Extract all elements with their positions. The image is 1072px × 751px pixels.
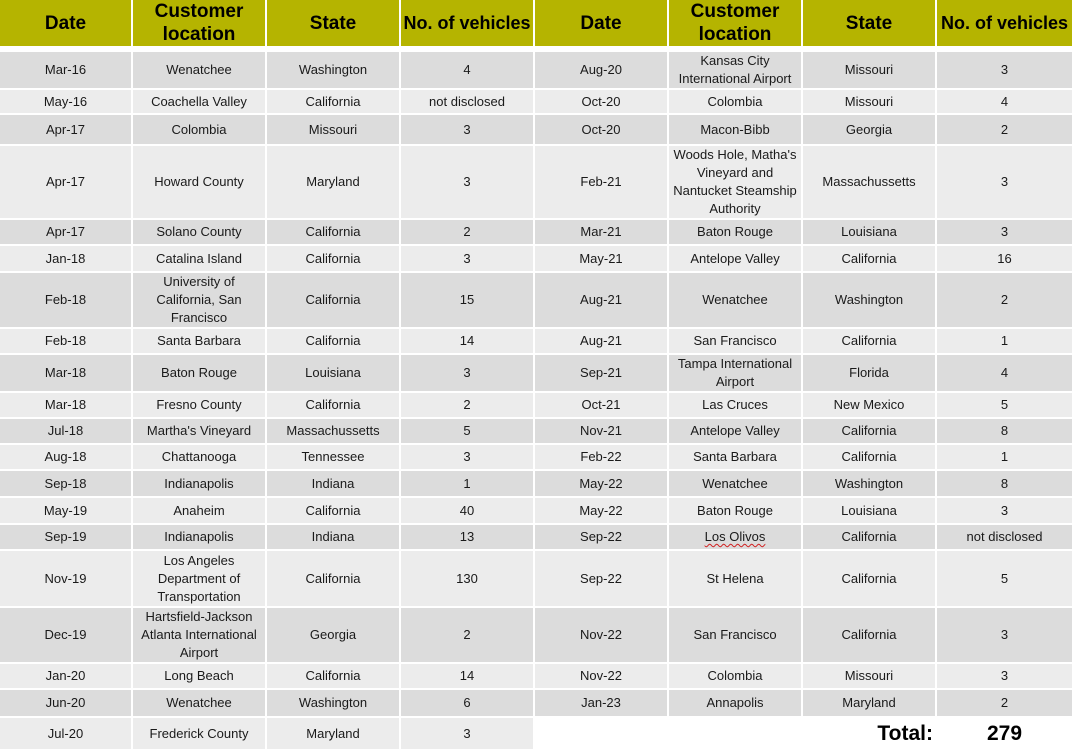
cell-date-right: May-21 — [534, 245, 668, 272]
cell-state-left: Washington — [266, 689, 400, 717]
header-vehicles-right: No. of vehicles — [936, 0, 1072, 48]
cell-vehicles-right: 4 — [936, 354, 1072, 392]
cell-date-left: May-16 — [0, 89, 132, 114]
cell-date-right: Nov-22 — [534, 607, 668, 663]
cell-date-left: Jul-18 — [0, 418, 132, 444]
table-row — [0, 607, 1072, 663]
cell-state-right: Georgia — [802, 114, 936, 145]
cell-location-right: Woods Hole, Matha's Vineyard and Nantucket Steamship Authority — [668, 145, 802, 219]
cell-date-left: Mar-16 — [0, 52, 132, 89]
cell-vehicles-right: 2 — [936, 272, 1072, 328]
cell-date-left: Feb-18 — [0, 272, 132, 328]
cell-date-left: Mar-18 — [0, 354, 132, 392]
table-row — [0, 717, 1072, 750]
table-row — [0, 52, 1072, 89]
cell-location-left: University of California, San Francisco — [132, 272, 266, 328]
cell-vehicles-left: 3 — [400, 145, 534, 219]
cell-vehicles-right: 2 — [936, 114, 1072, 145]
table-body — [0, 48, 1072, 751]
cell-location-left: Indianapolis — [132, 524, 266, 550]
cell-vehicles-left: 6 — [400, 689, 534, 717]
cell-vehicles-left: 2 — [400, 392, 534, 418]
cell-location-left: Chattanooga — [132, 444, 266, 470]
cell-date-right: Aug-20 — [534, 52, 668, 89]
cell-vehicles-left: 2 — [400, 607, 534, 663]
table-row — [0, 470, 1072, 497]
cell-date-right: May-22 — [534, 497, 668, 524]
cell-location-right: Colombia — [668, 89, 802, 114]
cell-date-right: Sep-21 — [534, 354, 668, 392]
cell-state-left: California — [266, 663, 400, 689]
table-row — [0, 689, 1072, 717]
cell-location-right: Colombia — [668, 663, 802, 689]
cell-date-right: Feb-22 — [534, 444, 668, 470]
cell-location-left: Baton Rouge — [132, 354, 266, 392]
cell-vehicles-left: 4 — [400, 52, 534, 89]
cell-state-right: Florida — [802, 354, 936, 392]
cell-location-right: Las Cruces — [668, 392, 802, 418]
cell-state-right: New Mexico — [802, 392, 936, 418]
cell-vehicles-left: 15 — [400, 272, 534, 328]
cell-date-right: Nov-21 — [534, 418, 668, 444]
cell-location-right: Baton Rouge — [668, 497, 802, 524]
cell-location-right: Wenatchee — [668, 272, 802, 328]
cell-location-right: Kansas City International Airport — [668, 52, 802, 89]
cell-state-right: Missouri — [802, 52, 936, 89]
cell-vehicles-right: 8 — [936, 418, 1072, 444]
cell-date-left: Apr-17 — [0, 114, 132, 145]
header-state-left: State — [266, 0, 400, 48]
table-row — [0, 89, 1072, 114]
cell-state-left: California — [266, 550, 400, 607]
cell-state-right: Maryland — [802, 689, 936, 717]
cell-vehicles-left: 3 — [400, 444, 534, 470]
header-row — [0, 0, 1072, 48]
header-date-right: Date — [534, 0, 668, 48]
cell-date-left: Apr-17 — [0, 145, 132, 219]
table-row — [0, 272, 1072, 328]
cell-location-left: Long Beach — [132, 663, 266, 689]
cell-date-left: Jun-20 — [0, 689, 132, 717]
cell-location-left: Wenatchee — [132, 52, 266, 89]
cell-state-right: Louisiana — [802, 219, 936, 245]
cell-state-left: Missouri — [266, 114, 400, 145]
header-location-right: Customer location — [668, 0, 802, 48]
cell-state-left: Indiana — [266, 524, 400, 550]
cell-vehicles-left: 3 — [400, 717, 534, 750]
cell-location-left: Coachella Valley — [132, 89, 266, 114]
cell-state-left: Louisiana — [266, 354, 400, 392]
cell-location-right: Macon-Bibb — [668, 114, 802, 145]
cell-date-left: Sep-18 — [0, 470, 132, 497]
cell-vehicles-right: 3 — [936, 145, 1072, 219]
cell-vehicles-left: 2 — [400, 219, 534, 245]
header-state-right: State — [802, 0, 936, 48]
cell-location-right: Santa Barbara — [668, 444, 802, 470]
cell-date-right: Jan-23 — [534, 689, 668, 717]
cell-state-left: Massachussetts — [266, 418, 400, 444]
cell-state-right: Louisiana — [802, 497, 936, 524]
cell-date-right: Nov-22 — [534, 663, 668, 689]
cell-state-left: California — [266, 497, 400, 524]
table-row — [0, 550, 1072, 607]
cell-location-left: Hartsfield-Jackson Atlanta International Airport — [132, 607, 266, 663]
total-value: 279 — [936, 717, 1072, 750]
cell-date-left: Nov-19 — [0, 550, 132, 607]
cell-state-right: California — [802, 245, 936, 272]
cell-date-left: Feb-18 — [0, 328, 132, 354]
cell-state-left: Washington — [266, 52, 400, 89]
cell-state-right: Washington — [802, 470, 936, 497]
cell-location-right: Baton Rouge — [668, 219, 802, 245]
cell-location-left: Solano County — [132, 219, 266, 245]
cell-state-left: Maryland — [266, 717, 400, 750]
cell-state-left: California — [266, 245, 400, 272]
cell-state-left: Georgia — [266, 607, 400, 663]
cell-vehicles-right: 8 — [936, 470, 1072, 497]
cell-vehicles-right: 3 — [936, 663, 1072, 689]
cell-date-right: Aug-21 — [534, 328, 668, 354]
cell-state-right: Massachussetts — [802, 145, 936, 219]
total-label: Total: — [802, 717, 936, 750]
cell-date-right: Sep-22 — [534, 524, 668, 550]
header-location-left: Customer location — [132, 0, 266, 48]
cell-state-left: Indiana — [266, 470, 400, 497]
cell-location-right: Annapolis — [668, 689, 802, 717]
cell-vehicles-right: 1 — [936, 444, 1072, 470]
cell-vehicles-left: 130 — [400, 550, 534, 607]
cell-date-left: Dec-19 — [0, 607, 132, 663]
cell-state-left: Maryland — [266, 145, 400, 219]
cell-location-right — [668, 524, 802, 550]
table-row — [0, 444, 1072, 470]
cell-date-right: Sep-22 — [534, 550, 668, 607]
cell-location-left: Los Angeles Department of Transportation — [132, 550, 266, 607]
empty-cell — [668, 717, 802, 750]
cell-vehicles-left: 13 — [400, 524, 534, 550]
cell-location-left: Martha's Vineyard — [132, 418, 266, 444]
cell-vehicles-right: not disclosed — [936, 524, 1072, 550]
cell-vehicles-right: 3 — [936, 52, 1072, 89]
cell-state-left: California — [266, 219, 400, 245]
cell-date-left: May-19 — [0, 497, 132, 524]
cell-state-right: California — [802, 418, 936, 444]
cell-location-left: Indianapolis — [132, 470, 266, 497]
cell-date-left: Mar-18 — [0, 392, 132, 418]
cell-date-left: Jan-18 — [0, 245, 132, 272]
spellcheck-underlined-text: Los Olivos — [704, 529, 766, 544]
cell-state-left: California — [266, 89, 400, 114]
cell-date-right: Feb-21 — [534, 145, 668, 219]
cell-location-right: Tampa International Airport — [668, 354, 802, 392]
cell-location-left: Frederick County — [132, 717, 266, 750]
cell-vehicles-right: 3 — [936, 219, 1072, 245]
table-row — [0, 418, 1072, 444]
cell-state-left: Tennessee — [266, 444, 400, 470]
cell-state-left: California — [266, 328, 400, 354]
table-row — [0, 524, 1072, 550]
cell-vehicles-left: 14 — [400, 328, 534, 354]
cell-state-right: Missouri — [802, 89, 936, 114]
cell-vehicles-left: 40 — [400, 497, 534, 524]
table-row — [0, 392, 1072, 418]
cell-state-right: California — [802, 607, 936, 663]
cell-vehicles-right: 4 — [936, 89, 1072, 114]
cell-vehicles-right: 5 — [936, 550, 1072, 607]
cell-location-right: Wenatchee — [668, 470, 802, 497]
table-row — [0, 145, 1072, 219]
cell-vehicles-left: 3 — [400, 114, 534, 145]
cell-vehicles-right: 1 — [936, 328, 1072, 354]
cell-date-left: Sep-19 — [0, 524, 132, 550]
cell-state-left: California — [266, 392, 400, 418]
table-row — [0, 219, 1072, 245]
cell-vehicles-left: 1 — [400, 470, 534, 497]
cell-vehicles-left: 5 — [400, 418, 534, 444]
cell-vehicles-left: not disclosed — [400, 89, 534, 114]
cell-date-right: Oct-20 — [534, 89, 668, 114]
cell-state-right: Washington — [802, 272, 936, 328]
cell-location-left: Catalina Island — [132, 245, 266, 272]
table-row — [0, 663, 1072, 689]
table-row — [0, 497, 1072, 524]
cell-state-right: California — [802, 444, 936, 470]
cell-location-right: San Francisco — [668, 607, 802, 663]
empty-cell — [534, 717, 668, 750]
cell-state-left: California — [266, 272, 400, 328]
cell-vehicles-right: 5 — [936, 392, 1072, 418]
cell-date-right: Oct-20 — [534, 114, 668, 145]
cell-location-right: Antelope Valley — [668, 418, 802, 444]
cell-location-left: Colombia — [132, 114, 266, 145]
cell-date-left: Jul-20 — [0, 717, 132, 750]
cell-state-right: California — [802, 328, 936, 354]
cell-state-right: California — [802, 524, 936, 550]
table-row — [0, 328, 1072, 354]
table-row — [0, 114, 1072, 145]
header-date-left: Date — [0, 0, 132, 48]
cell-state-right: California — [802, 550, 936, 607]
cell-location-left: Fresno County — [132, 392, 266, 418]
cell-date-right: Aug-21 — [534, 272, 668, 328]
cell-vehicles-left: 3 — [400, 245, 534, 272]
cell-vehicles-right: 2 — [936, 689, 1072, 717]
cell-date-left: Aug-18 — [0, 444, 132, 470]
cell-date-left: Apr-17 — [0, 219, 132, 245]
cell-date-right: May-22 — [534, 470, 668, 497]
cell-location-right: San Francisco — [668, 328, 802, 354]
cell-vehicles-right: 3 — [936, 497, 1072, 524]
cell-date-right: Oct-21 — [534, 392, 668, 418]
cell-state-right: Missouri — [802, 663, 936, 689]
cell-date-right: Mar-21 — [534, 219, 668, 245]
cell-location-left: Howard County — [132, 145, 266, 219]
cell-location-right: Antelope Valley — [668, 245, 802, 272]
header-vehicles-left: No. of vehicles — [400, 0, 534, 48]
cell-vehicles-left: 14 — [400, 663, 534, 689]
table-row — [0, 245, 1072, 272]
cell-date-left: Jan-20 — [0, 663, 132, 689]
cell-location-left: Santa Barbara — [132, 328, 266, 354]
table-row — [0, 354, 1072, 392]
cell-location-left: Wenatchee — [132, 689, 266, 717]
cell-vehicles-left: 3 — [400, 354, 534, 392]
cell-vehicles-right: 16 — [936, 245, 1072, 272]
cell-location-right: St Helena — [668, 550, 802, 607]
cell-vehicles-right: 3 — [936, 607, 1072, 663]
cell-location-left: Anaheim — [132, 497, 266, 524]
